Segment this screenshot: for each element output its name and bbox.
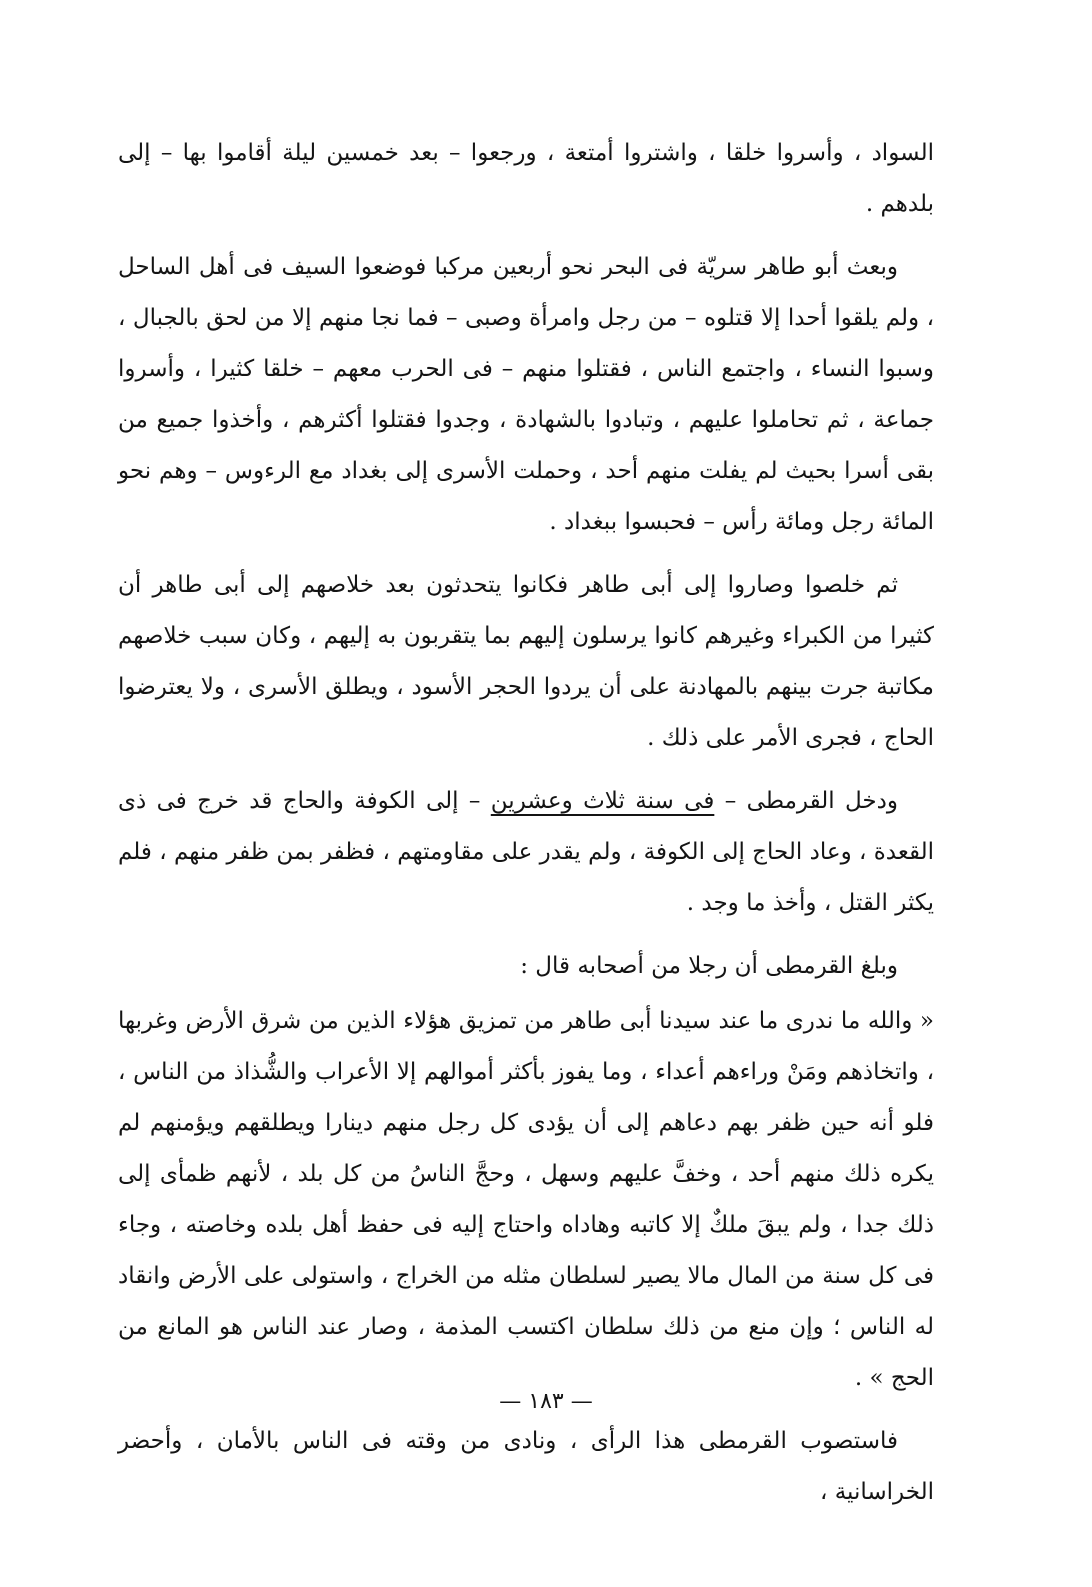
paragraph-4-start: ودخل القرمطى – [714, 788, 899, 814]
paragraph-7: فاستصوب القرمطى هذا الرأى ، ونادى من وقته فى الناس بالأمان ، وأحضر الخراسانية ، [118, 1428, 934, 1505]
paragraph-5: وبلغ القرمطى أن رجلا من أصحابه قال : [520, 953, 898, 979]
paragraph-3: ثم خلصوا وصاروا إلى أبى طاهر فكانوا يتحدثون بعد خلاصهم إلى أبى طاهر أن كثيرا من الكبراء وغيرهم كانوا يرسلون إليهم بما يتقربون به إليهم ، وكان سبب خلاصهم مكاتبة جرت بينهم بالمهادنة على أن يردوا الحجر الأسود ، ويطلق الأسرى ، ولا يعترضوا الحاج ، فجرى الأمر على ذلك . [118, 572, 934, 751]
paragraph-4-end: – إلى الكوفة والحاج قد خرج فى ذى القعدة ، وعاد الحاج إلى الكوفة ، ولم يقدر على مقاومتهم ، فظفر بمن ظفر منهم ، فلم يكثر القتل ، وأخذ ما وجد . [118, 788, 935, 916]
paragraph-4 [118, 776, 934, 929]
quotation-paragraph: « والله ما ندرى ما عند سيدنا أبى طاهر من تمزيق هؤلاء الذين من شرق الأرض وغربها ، واتخاذهم ومَنْ وراءهم أعداء ، وما يفوز بأكثر أموالهم إلا الأعراب والشُّذاذ من الناس ، فلو أنه حين ظفر بهم دعاهم إلى أن يؤدى كل رجل منهم دينارا ويطلقهم ويؤمنهم لم يكره ذلك منهم أحد ، وخفَّ عليهم وسهل ، وحجَّ الناسُ من كل بلد ، لأنهم ظمأى إلى ذلك جدا ، ولم يبقَ ملكٌ إلا كاتبه وهاداه واحتاج إليه فى حفظ أهل بلده وخاصته ، وجاء فى كل سنة من المال مالا يصير لسلطان مثله من الخراج ، واستولى على الأرض وانقاد له الناس ؛ وإن منع من ذلك سلطان اكتسب المذمة ، وصار عند الناس هو المانع من الحج » . [118, 1008, 934, 1391]
paragraph-2: وبعث أبو طاهر سريّة فى البحر نحو أربعين مركبا فوضعوا السيف فى أهل الساحل ، ولم يلقوا أحدا إلا قتلوه – من رجل وامرأة وصبى – فما نجا منهم إلا من لحق بالجبال ، وسبوا النساء ، واجتمع الناس ، فقتلوا منهم – فى الحرب معهم – خلقا كثيرا ، وأسروا جماعة ، ثم تحاملوا عليهم ، وتبادوا بالشهادة ، وجدوا فقتلوا أكثرهم ، وأخذوا جميع من بقى أسرا بحيث لم يفلت منهم أحد ، وحملت الأسرى إلى بغداد مع الرءوس – وهم نحو المائة رجل ومائة رأس – فحبسوا ببغداد . [118, 254, 934, 535]
paragraph-1: السواد ، وأسروا خلقا ، واشتروا أمتعة ، ورجعوا – بعد خمسين ليلة أقاموا بها – إلى بلدهم . [118, 140, 934, 217]
body-text [118, 128, 934, 1530]
underlined-date: فى سنة ثلاث وعشرين [490, 788, 715, 814]
page-number: — ١٨٣ — [499, 1389, 593, 1414]
